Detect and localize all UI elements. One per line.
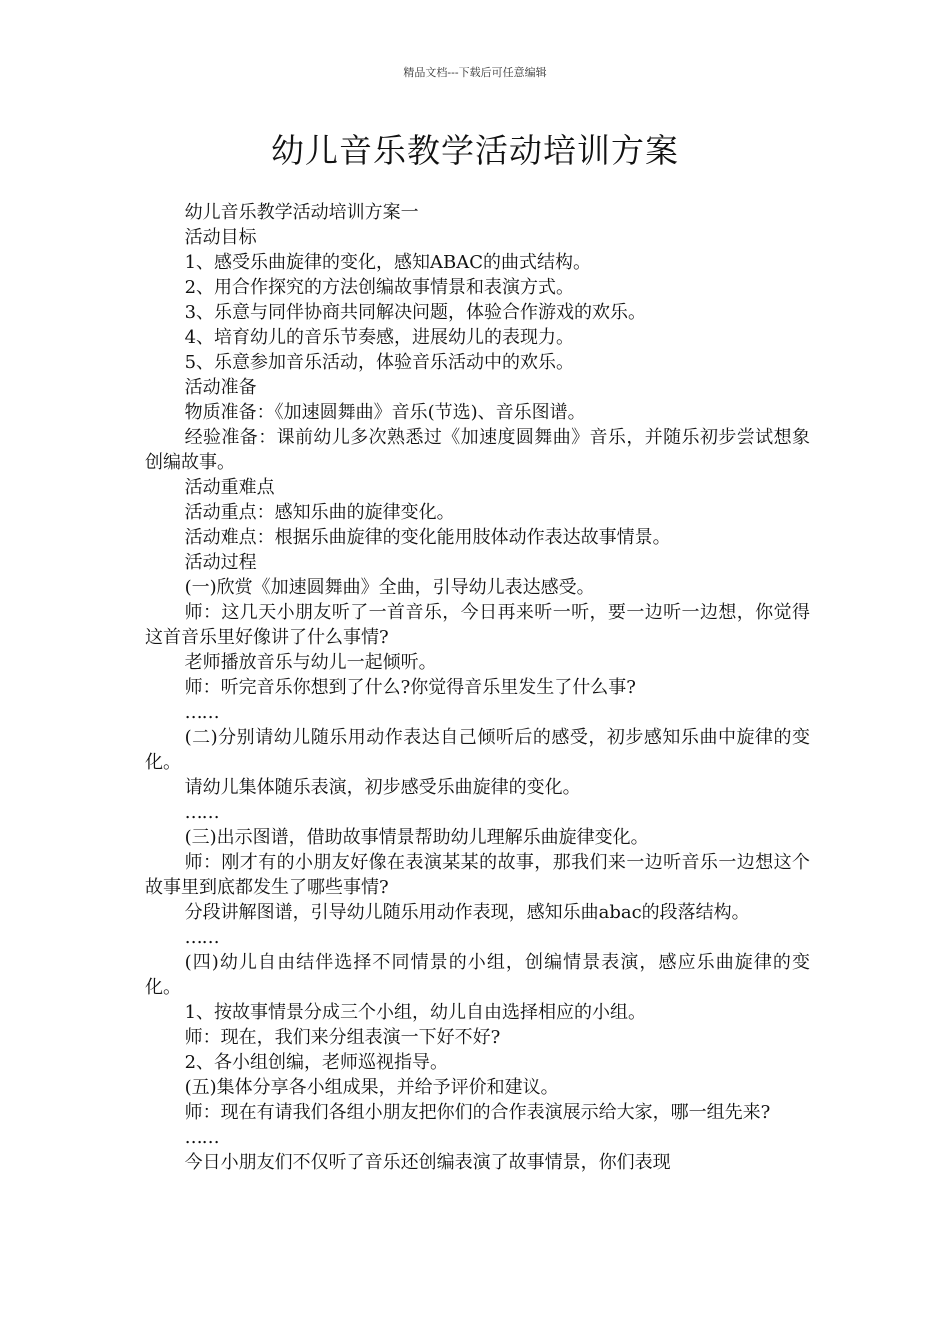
document-title: 幼儿音乐教学活动培训方案 [271, 131, 679, 170]
paragraph: 师：这几天小朋友听了一首音乐，今日再来听一听，要一边听一边想，你觉得这首音乐里好像讲了什么事情? [145, 602, 810, 648]
page-header: 精品文档---下载后可任意编辑 [403, 66, 547, 79]
list-item: 3、乐意与同伴协商共同解决问题，体验合作游戏的欢乐。 [184, 302, 647, 323]
paragraph: 活动重点：感知乐曲的旋律变化。 [184, 502, 455, 523]
list-item: 5、乐意参加音乐活动，体验音乐活动中的欢乐。 [184, 352, 575, 373]
list-item: 1、按故事情景分成三个小组，幼儿自由选择相应的小组。 [184, 1002, 647, 1023]
document-body [145, 200, 810, 1175]
paragraph: 师：现在有请我们各组小朋友把你们的合作表演展示给大家，哪一组先来? [184, 1102, 771, 1123]
paragraph: 幼儿音乐教学活动培训方案一 [184, 202, 419, 223]
list-item: 2、用合作探究的方法创编故事情景和表演方式。 [184, 277, 575, 298]
section-heading: 活动准备 [184, 377, 257, 398]
paragraph: (三)出示图谱，借助故事情景帮助幼儿理解乐曲旋律变化。 [184, 827, 649, 848]
ellipsis: …… [184, 802, 219, 823]
paragraph: (五)集体分享各小组成果，并给予评价和建议。 [184, 1077, 559, 1098]
paragraph: 经验准备：课前幼儿多次熟悉过《加速度圆舞曲》音乐，并随乐初步尝试想象创编故事。 [145, 427, 810, 473]
section-heading: 活动过程 [184, 552, 257, 573]
paragraph: 请幼儿集体随乐表演，初步感受乐曲旋律的变化。 [184, 777, 581, 798]
paragraph: 物质准备：《加速圆舞曲》音乐(节选)、音乐图谱。 [184, 402, 586, 423]
paragraph: 师：听完音乐你想到了什么?你觉得音乐里发生了什么事? [184, 677, 636, 698]
paragraph: 分段讲解图谱，引导幼儿随乐用动作表现，感知乐曲abac的段落结构。 [184, 902, 750, 923]
paragraph: 师：刚才有的小朋友好像在表演某某的故事，那我们来一边听音乐一边想这个故事里到底都发生了哪些事情? [145, 852, 810, 898]
section-heading: 活动目标 [184, 227, 257, 248]
paragraph: 活动难点：根据乐曲旋律的变化能用肢体动作表达故事情景。 [184, 527, 671, 548]
paragraph: (四)幼儿自由结伴选择不同情景的小组，创编情景表演，感应乐曲旋律的变化。 [145, 952, 810, 998]
list-item: 2、各小组创编，老师巡视指导。 [184, 1052, 449, 1073]
paragraph: 今日小朋友们不仅听了音乐还创编表演了故事情景，你们表现 [184, 1152, 671, 1173]
paragraph: 师：现在，我们来分组表演一下好不好? [184, 1027, 501, 1048]
list-item: 1、感受乐曲旋律的变化，感知ABAC的曲式结构。 [184, 252, 592, 273]
list-item: 4、培育幼儿的音乐节奏感，进展幼儿的表现力。 [184, 327, 575, 348]
ellipsis: …… [184, 927, 219, 948]
ellipsis: …… [184, 1127, 219, 1148]
paragraph: (一)欣赏《加速圆舞曲》全曲，引导幼儿表达感受。 [184, 577, 595, 598]
paragraph: (二)分别请幼儿随乐用动作表达自己倾听后的感受，初步感知乐曲中旋律的变化。 [145, 727, 810, 773]
section-heading: 活动重难点 [184, 477, 275, 498]
paragraph: 老师播放音乐与幼儿一起倾听。 [184, 652, 437, 673]
ellipsis: …… [184, 702, 219, 723]
